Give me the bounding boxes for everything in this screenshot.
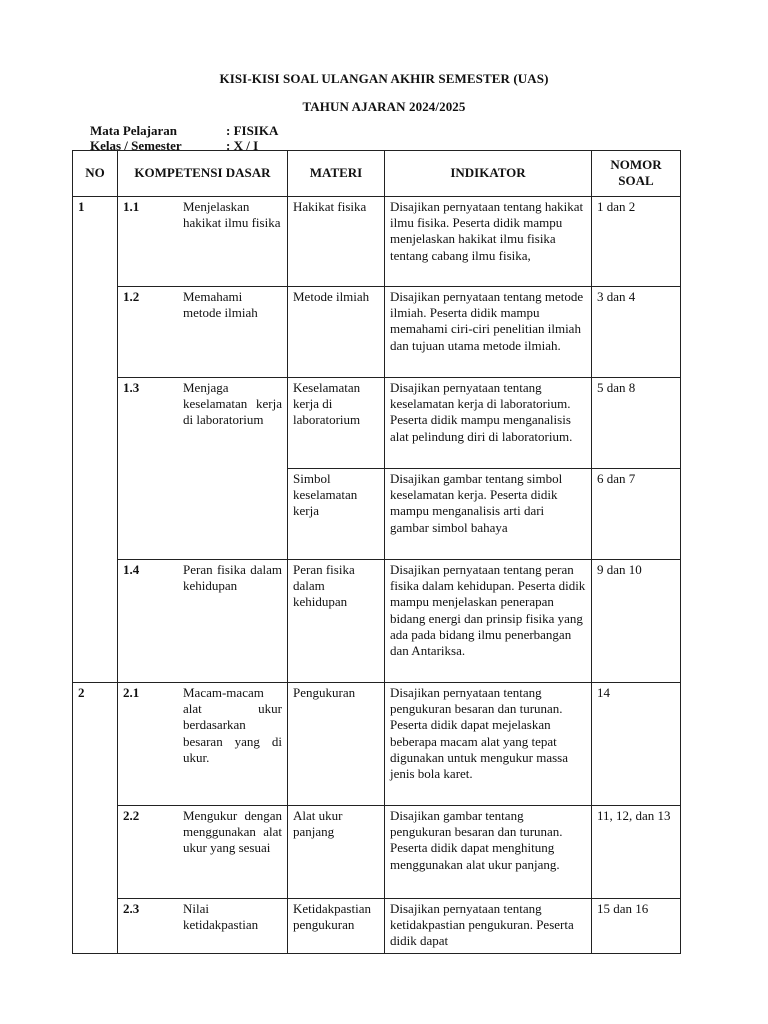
kd-number: 1.4: [123, 562, 140, 577]
kd-text: Nilai ketidakpastian: [183, 901, 259, 933]
class-value: : X / I: [226, 138, 259, 153]
kompetensi-cell: [118, 806, 288, 899]
kompetensi-cell: [118, 197, 288, 287]
kd-text: Menjelaskan hakikat ilmu fisika: [183, 199, 281, 231]
subject-value: : FISIKA: [226, 123, 279, 138]
materi-cell: Peran fisika dalam kehidupan: [288, 560, 385, 683]
kisi-kisi-table: [72, 150, 681, 954]
nomor-soal-cell: 5 dan 8: [592, 378, 681, 469]
nomor-soal-cell: 3 dan 4: [592, 287, 681, 378]
table-row: [73, 899, 681, 954]
indikator-cell: Disajikan gambar tentang pengukuran besaran dan turunan. Peserta didik dapat menghitung menggunakan alat ukur panjang.: [385, 806, 592, 899]
kd-number: 2.2: [123, 808, 140, 823]
nomor-soal-cell: 11, 12, dan 13: [592, 806, 681, 899]
kd-number: 1.2: [123, 289, 140, 304]
materi-cell: Simbol keselamatan kerja: [288, 469, 385, 560]
table-row: [73, 287, 681, 378]
indikator-cell: Disajikan pernyataan tentang hakikat ilmu fisika. Peserta didik mampu menjelaskan hakikat ilmu fisika tentang cabang ilmu fisika,: [385, 197, 592, 287]
subject-label: Mata Pelajaran: [90, 123, 178, 138]
kd-text: Mengukur dengan menggunakan alat ukur yang sesuai: [183, 808, 282, 856]
indikator-cell: Disajikan pernyataan tentang peran fisika dalam kehidupan. Peserta didik mampu menjelaskan penerapan bidang energi dan prinsip fisika yang ada pada bidang ilmu penerbangan dan Antariksa.: [385, 560, 592, 683]
kd-number: 1.3: [123, 380, 140, 395]
kd-number: 2.1: [123, 685, 140, 700]
kd-number: 1.1: [123, 199, 140, 214]
table-row: [73, 560, 681, 683]
document-title: KISI-KISI SOAL ULANGAN AKHIR SEMESTER (UAS): [219, 71, 549, 86]
academic-year-title: TAHUN AJARAN 2024/2025: [302, 99, 466, 114]
nomor-soal-cell: 15 dan 16: [592, 899, 681, 954]
class-label: Kelas / Semester: [90, 138, 182, 153]
kd-text: Menjaga keselamatan kerja di laboratorium: [183, 380, 282, 428]
table-row: [73, 197, 681, 287]
header-no: NO: [73, 151, 118, 197]
materi-cell: Metode ilmiah: [288, 287, 385, 378]
materi-cell: Pengukuran: [288, 683, 385, 806]
kompetensi-cell: [118, 378, 288, 560]
subject-line: [90, 124, 278, 138]
header-nomor-soal: NOMOR SOAL: [592, 151, 681, 197]
nomor-soal-cell: 9 dan 10: [592, 560, 681, 683]
indikator-cell: Disajikan pernyataan tentang metode ilmiah. Peserta didik mampu memahami ciri-ciri penelitian ilmiah dan tujuan utama metode ilmiah.: [385, 287, 592, 378]
kompetensi-cell: [118, 287, 288, 378]
nomor-soal-cell: 14: [592, 683, 681, 806]
kd-number: 2.3: [123, 901, 140, 916]
row-no: 1: [73, 197, 118, 683]
table-row: [73, 806, 681, 899]
header-materi: MATERI: [288, 151, 385, 197]
materi-cell: Hakikat fisika: [288, 197, 385, 287]
materi-cell: Alat ukur panjang: [288, 806, 385, 899]
indikator-cell: Disajikan pernyataan tentang pengukuran besaran dan turunan. Peserta didik dapat mejelaskan beberapa macam alat yang tepat digunakan untuk mengukur massa jenis bola karet.: [385, 683, 592, 806]
indikator-cell: Disajikan pernyataan tentang keselamatan kerja di laboratorium. Peserta didik mampu menganalisis alat pelindung diri di laboratorium.: [385, 378, 592, 469]
header-indikator: INDIKATOR: [385, 151, 592, 197]
nomor-soal-cell: 1 dan 2: [592, 197, 681, 287]
materi-cell: Ketidakpastian pengukuran: [288, 899, 385, 954]
indikator-cell: Disajikan gambar tentang simbol keselamatan kerja. Peserta didik mampu menganalisis arti dari gambar simbol bahaya: [385, 469, 592, 560]
kd-text: Peran fisika dalam kehidupan: [183, 562, 282, 594]
header-kompetensi-dasar: KOMPETENSI DASAR: [118, 151, 288, 197]
table-row: [73, 683, 681, 806]
kompetensi-cell: [118, 683, 288, 806]
materi-cell: Keselamatan kerja di laboratorium: [288, 378, 385, 469]
kompetensi-cell: [118, 899, 288, 954]
row-no: 2: [73, 683, 118, 954]
nomor-soal-cell: 6 dan 7: [592, 469, 681, 560]
table-header-row: [73, 151, 681, 197]
kd-text: Macam-macam alat ukur berdasarkan besaran yang di ukur.: [183, 685, 282, 765]
indikator-cell: Disajikan pernyataan tentang ketidakpastian pengukuran. Peserta didik dapat: [385, 899, 592, 954]
kd-text: Memahami metode ilmiah: [183, 289, 258, 321]
kompetensi-cell: [118, 560, 288, 683]
table-row: [73, 378, 681, 469]
